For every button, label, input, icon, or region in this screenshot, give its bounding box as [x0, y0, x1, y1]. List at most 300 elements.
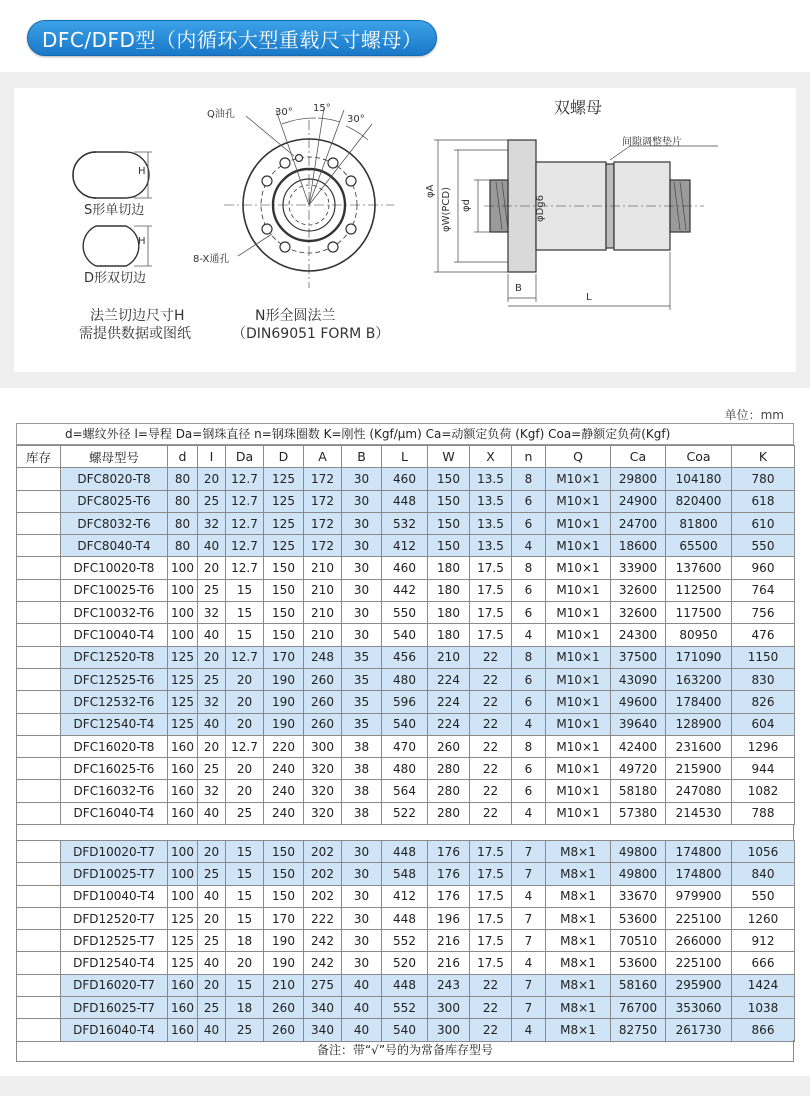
table-row: [17, 602, 795, 624]
s-cut-label: S形单切边: [84, 203, 145, 218]
value-cell: 80: [168, 468, 198, 490]
model-cell: DFC8032-T6: [61, 512, 168, 534]
value-cell: 247080: [666, 780, 732, 802]
model-cell: DFC10032-T6: [61, 602, 168, 624]
value-cell: M10×1: [546, 602, 611, 624]
value-cell: 220: [264, 735, 304, 757]
value-cell: 448: [382, 490, 428, 512]
value-cell: 756: [732, 602, 795, 624]
value-cell: 448: [382, 841, 428, 863]
table-gap: [16, 824, 794, 840]
value-cell: 100: [168, 841, 198, 863]
value-cell: 25: [198, 668, 226, 690]
value-cell: 176: [428, 841, 470, 863]
value-cell: 104180: [666, 468, 732, 490]
model-cell: DFC12532-T6: [61, 691, 168, 713]
value-cell: 224: [428, 691, 470, 713]
value-cell: 150: [264, 841, 304, 863]
value-cell: 215900: [666, 758, 732, 780]
value-cell: 171090: [666, 646, 732, 668]
table-row: [17, 646, 795, 668]
value-cell: M10×1: [546, 668, 611, 690]
value-cell: 12.7: [226, 557, 264, 579]
value-cell: 243: [428, 974, 470, 996]
value-cell: 180: [428, 602, 470, 624]
value-cell: 460: [382, 468, 428, 490]
value-cell: 163200: [666, 668, 732, 690]
stock-cell: [17, 579, 61, 601]
stock-cell: [17, 930, 61, 952]
model-cell: DFC10025-T6: [61, 579, 168, 601]
value-cell: 442: [382, 579, 428, 601]
value-cell: 30: [342, 907, 382, 929]
value-cell: 4: [512, 885, 546, 907]
value-cell: 20: [198, 907, 226, 929]
value-cell: 280: [428, 758, 470, 780]
value-cell: 604: [732, 713, 795, 735]
value-cell: 552: [382, 997, 428, 1019]
value-cell: 17.5: [470, 952, 512, 974]
table-row: [17, 1019, 795, 1041]
table-row: [17, 974, 795, 996]
value-cell: 476: [732, 624, 795, 646]
value-cell: 22: [470, 997, 512, 1019]
value-cell: 40: [198, 885, 226, 907]
value-cell: 30: [342, 841, 382, 863]
value-cell: 353060: [666, 997, 732, 1019]
model-cell: DFD12520-T7: [61, 907, 168, 929]
value-cell: 33670: [611, 885, 666, 907]
value-cell: 480: [382, 758, 428, 780]
value-cell: 196: [428, 907, 470, 929]
value-cell: 112500: [666, 579, 732, 601]
value-cell: M10×1: [546, 713, 611, 735]
value-cell: M10×1: [546, 780, 611, 802]
value-cell: 35: [342, 646, 382, 668]
dim-d-label: φd: [461, 199, 472, 212]
value-cell: 340: [304, 1019, 342, 1041]
column-header: 螺母型号: [61, 446, 168, 468]
value-cell: 944: [732, 758, 795, 780]
stock-cell: [17, 1019, 61, 1041]
stock-cell: [17, 974, 61, 996]
value-cell: 32: [198, 512, 226, 534]
model-cell: DFC8040-T4: [61, 535, 168, 557]
unit-label: 单位：mm: [724, 408, 784, 422]
page-title: DFC/DFD型（内循环大型重载尺寸螺母）: [42, 27, 423, 52]
value-cell: 210: [428, 646, 470, 668]
value-cell: 170: [264, 646, 304, 668]
shim-label: 间隙调整垫片: [622, 137, 682, 148]
value-cell: 170: [264, 907, 304, 929]
value-cell: 30: [342, 863, 382, 885]
value-cell: 160: [168, 997, 198, 1019]
value-cell: 520: [382, 952, 428, 974]
value-cell: 522: [382, 802, 428, 824]
stock-cell: [17, 758, 61, 780]
value-cell: 22: [470, 974, 512, 996]
value-cell: 320: [304, 758, 342, 780]
bottom-band: [0, 1076, 810, 1096]
model-cell: DFC12520-T8: [61, 646, 168, 668]
stock-cell: [17, 907, 61, 929]
value-cell: 160: [168, 974, 198, 996]
value-cell: 6: [512, 758, 546, 780]
model-cell: DFC16040-T4: [61, 802, 168, 824]
stock-cell: [17, 468, 61, 490]
value-cell: 456: [382, 646, 428, 668]
value-cell: 20: [198, 735, 226, 757]
value-cell: 15: [226, 579, 264, 601]
stock-cell: [17, 512, 61, 534]
value-cell: 8: [512, 646, 546, 668]
value-cell: 57380: [611, 802, 666, 824]
table-row: [17, 535, 795, 557]
value-cell: 13.5: [470, 490, 512, 512]
stock-cell: [17, 490, 61, 512]
table-row: [17, 758, 795, 780]
value-cell: 150: [264, 557, 304, 579]
value-cell: 32600: [611, 602, 666, 624]
model-cell: DFD12525-T7: [61, 930, 168, 952]
value-cell: 190: [264, 952, 304, 974]
table-header-row: [17, 446, 795, 468]
value-cell: 15: [226, 974, 264, 996]
table-row: [17, 713, 795, 735]
value-cell: 30: [342, 952, 382, 974]
value-cell: 24700: [611, 512, 666, 534]
table-row: [17, 735, 795, 757]
value-cell: 295900: [666, 974, 732, 996]
model-cell: DFC16025-T6: [61, 758, 168, 780]
value-cell: 25: [198, 490, 226, 512]
table-row: [17, 885, 795, 907]
column-header: L: [382, 446, 428, 468]
value-cell: M10×1: [546, 468, 611, 490]
value-cell: 202: [304, 841, 342, 863]
value-cell: 6: [512, 512, 546, 534]
value-cell: 540: [382, 624, 428, 646]
value-cell: 20: [226, 668, 264, 690]
value-cell: 32: [198, 691, 226, 713]
value-cell: 8: [512, 557, 546, 579]
stock-cell: [17, 557, 61, 579]
value-cell: 764: [732, 579, 795, 601]
value-cell: 30: [342, 490, 382, 512]
value-cell: 38: [342, 735, 382, 757]
value-cell: 15: [226, 907, 264, 929]
column-header: X: [470, 446, 512, 468]
value-cell: 20: [226, 758, 264, 780]
value-cell: 58180: [611, 780, 666, 802]
value-cell: 125: [168, 952, 198, 974]
value-cell: 172: [304, 535, 342, 557]
value-cell: 35: [342, 668, 382, 690]
value-cell: 30: [342, 468, 382, 490]
value-cell: 125: [264, 512, 304, 534]
value-cell: 172: [304, 490, 342, 512]
value-cell: 49800: [611, 841, 666, 863]
value-cell: 4: [512, 1019, 546, 1041]
value-cell: 666: [732, 952, 795, 974]
value-cell: 172: [304, 512, 342, 534]
value-cell: 33900: [611, 557, 666, 579]
value-cell: 202: [304, 863, 342, 885]
value-cell: 176: [428, 863, 470, 885]
column-header: I: [198, 446, 226, 468]
value-cell: 58160: [611, 974, 666, 996]
value-cell: 38: [342, 780, 382, 802]
value-cell: 225100: [666, 952, 732, 974]
value-cell: 17.5: [470, 602, 512, 624]
value-cell: 125: [264, 490, 304, 512]
value-cell: 125: [168, 668, 198, 690]
value-cell: 180: [428, 579, 470, 601]
value-cell: 18: [226, 997, 264, 1019]
value-cell: 222: [304, 907, 342, 929]
value-cell: 214530: [666, 802, 732, 824]
dim-a-label: φA: [425, 184, 436, 198]
value-cell: 174800: [666, 863, 732, 885]
value-cell: 266000: [666, 930, 732, 952]
value-cell: 40: [342, 1019, 382, 1041]
value-cell: 40: [198, 535, 226, 557]
value-cell: 20: [198, 557, 226, 579]
h-dim-label-s: H: [138, 166, 146, 177]
value-cell: 125: [168, 713, 198, 735]
d-cut-label: D形双切边: [84, 271, 147, 286]
value-cell: 1082: [732, 780, 795, 802]
value-cell: 125: [264, 468, 304, 490]
value-cell: M8×1: [546, 907, 611, 929]
table-row: [17, 802, 795, 824]
value-cell: 150: [428, 490, 470, 512]
model-cell: DFD10040-T4: [61, 885, 168, 907]
value-cell: 25: [198, 997, 226, 1019]
value-cell: M10×1: [546, 758, 611, 780]
value-cell: 24300: [611, 624, 666, 646]
value-cell: 15: [226, 885, 264, 907]
value-cell: 216: [428, 952, 470, 974]
value-cell: 15: [226, 863, 264, 885]
value-cell: M10×1: [546, 557, 611, 579]
table-row: [17, 907, 795, 929]
value-cell: 280: [428, 780, 470, 802]
value-cell: 190: [264, 930, 304, 952]
value-cell: 564: [382, 780, 428, 802]
value-cell: 548: [382, 863, 428, 885]
value-cell: 22: [470, 646, 512, 668]
value-cell: 190: [264, 691, 304, 713]
value-cell: 80: [168, 490, 198, 512]
value-cell: 22: [470, 668, 512, 690]
value-cell: 13.5: [470, 512, 512, 534]
stock-note: 备注：带“√”号的为常备库存型号: [16, 1040, 794, 1062]
model-cell: DFD16020-T7: [61, 974, 168, 996]
value-cell: 35: [342, 713, 382, 735]
value-cell: M10×1: [546, 646, 611, 668]
value-cell: 100: [168, 579, 198, 601]
value-cell: 866: [732, 1019, 795, 1041]
value-cell: 125: [168, 907, 198, 929]
flange-type-line1: N形全圆法兰: [255, 308, 336, 324]
value-cell: 280: [428, 802, 470, 824]
value-cell: 320: [304, 780, 342, 802]
value-cell: 20: [198, 974, 226, 996]
column-header: A: [304, 446, 342, 468]
value-cell: 35: [342, 691, 382, 713]
value-cell: 210: [304, 557, 342, 579]
value-cell: 261730: [666, 1019, 732, 1041]
value-cell: 24900: [611, 490, 666, 512]
value-cell: 260: [264, 1019, 304, 1041]
value-cell: M8×1: [546, 1019, 611, 1041]
value-cell: 7: [512, 863, 546, 885]
value-cell: 125: [168, 930, 198, 952]
value-cell: 532: [382, 512, 428, 534]
stock-cell: [17, 535, 61, 557]
column-header: Da: [226, 446, 264, 468]
angle-30-left: 30°: [275, 107, 293, 118]
column-header: Q: [546, 446, 611, 468]
value-cell: 540: [382, 1019, 428, 1041]
value-cell: 7: [512, 997, 546, 1019]
stock-cell: [17, 691, 61, 713]
value-cell: M10×1: [546, 735, 611, 757]
value-cell: 552: [382, 930, 428, 952]
value-cell: 150: [428, 512, 470, 534]
value-cell: 100: [168, 863, 198, 885]
value-cell: 30: [342, 624, 382, 646]
value-cell: 128900: [666, 713, 732, 735]
value-cell: M8×1: [546, 930, 611, 952]
stock-cell: [17, 841, 61, 863]
value-cell: 32: [198, 602, 226, 624]
value-cell: 260: [304, 691, 342, 713]
value-cell: 7: [512, 907, 546, 929]
value-cell: 20: [226, 713, 264, 735]
value-cell: 448: [382, 907, 428, 929]
h-dim-label-d: H: [138, 236, 146, 247]
value-cell: 830: [732, 668, 795, 690]
model-cell: DFD12540-T4: [61, 952, 168, 974]
value-cell: 13.5: [470, 468, 512, 490]
table-row: [17, 863, 795, 885]
legend-row: d=螺纹外径 l=导程 Da=钢珠直径 n=钢珠圈数 K=刚性 (Kgf/μm) Ca=动额定负荷 (Kgf) Coa=静额定负荷(Kgf): [16, 423, 794, 445]
table-row: [17, 780, 795, 802]
stock-cell: [17, 780, 61, 802]
value-cell: 22: [470, 780, 512, 802]
oil-hole-label: Q油孔: [207, 109, 235, 120]
value-cell: M10×1: [546, 802, 611, 824]
value-cell: 470: [382, 735, 428, 757]
value-cell: 22: [470, 713, 512, 735]
value-cell: 25: [198, 758, 226, 780]
model-cell: DFC10020-T8: [61, 557, 168, 579]
stock-cell: [17, 802, 61, 824]
value-cell: 80: [168, 535, 198, 557]
table-row: [17, 624, 795, 646]
value-cell: 17.5: [470, 841, 512, 863]
value-cell: 12.7: [226, 646, 264, 668]
value-cell: 260: [304, 668, 342, 690]
value-cell: 224: [428, 668, 470, 690]
value-cell: 480: [382, 668, 428, 690]
value-cell: 40: [198, 1019, 226, 1041]
value-cell: 70510: [611, 930, 666, 952]
table-row: [17, 468, 795, 490]
value-cell: 25: [198, 863, 226, 885]
value-cell: 29800: [611, 468, 666, 490]
value-cell: 17.5: [470, 624, 512, 646]
value-cell: 960: [732, 557, 795, 579]
value-cell: 1150: [732, 646, 795, 668]
flange-type-line2: （DIN69051 FORM B）: [232, 326, 390, 342]
value-cell: M10×1: [546, 535, 611, 557]
value-cell: 260: [304, 713, 342, 735]
table-row: [17, 512, 795, 534]
value-cell: 18: [226, 930, 264, 952]
value-cell: M8×1: [546, 885, 611, 907]
model-cell: DFC12540-T4: [61, 713, 168, 735]
value-cell: 18600: [611, 535, 666, 557]
value-cell: 17.5: [470, 863, 512, 885]
through-hole-label: 8-X通孔: [193, 254, 230, 265]
value-cell: 100: [168, 885, 198, 907]
d-cut-shape: [83, 226, 139, 266]
value-cell: 320: [304, 802, 342, 824]
value-cell: 300: [304, 735, 342, 757]
model-cell: DFC16032-T6: [61, 780, 168, 802]
double-nut-title: 双螺母: [554, 98, 603, 117]
double-nut-side-view: [484, 140, 704, 272]
stock-cell: [17, 602, 61, 624]
model-cell: DFD10020-T7: [61, 841, 168, 863]
stock-cell: [17, 863, 61, 885]
value-cell: 178400: [666, 691, 732, 713]
value-cell: M8×1: [546, 863, 611, 885]
value-cell: 6: [512, 691, 546, 713]
table-row: [17, 668, 795, 690]
column-header: d: [168, 446, 198, 468]
model-cell: DFD16025-T7: [61, 997, 168, 1019]
value-cell: 172: [304, 468, 342, 490]
value-cell: 53600: [611, 907, 666, 929]
value-cell: 100: [168, 557, 198, 579]
value-cell: 260: [264, 997, 304, 1019]
stock-cell: [17, 646, 61, 668]
stock-cell: [17, 735, 61, 757]
value-cell: 260: [428, 735, 470, 757]
value-cell: 40: [198, 802, 226, 824]
value-cell: M8×1: [546, 841, 611, 863]
value-cell: 224: [428, 713, 470, 735]
model-cell: DFD16040-T4: [61, 1019, 168, 1041]
value-cell: 300: [428, 1019, 470, 1041]
value-cell: 30: [342, 579, 382, 601]
value-cell: 160: [168, 1019, 198, 1041]
column-header: Ca: [611, 446, 666, 468]
value-cell: 12.7: [226, 535, 264, 557]
value-cell: 7: [512, 974, 546, 996]
dim-dg6-label: φDg6: [535, 194, 546, 222]
stock-cell: [17, 624, 61, 646]
value-cell: 32: [198, 780, 226, 802]
value-cell: 12.7: [226, 468, 264, 490]
value-cell: 210: [304, 602, 342, 624]
column-header: Coa: [666, 446, 732, 468]
column-header: D: [264, 446, 304, 468]
